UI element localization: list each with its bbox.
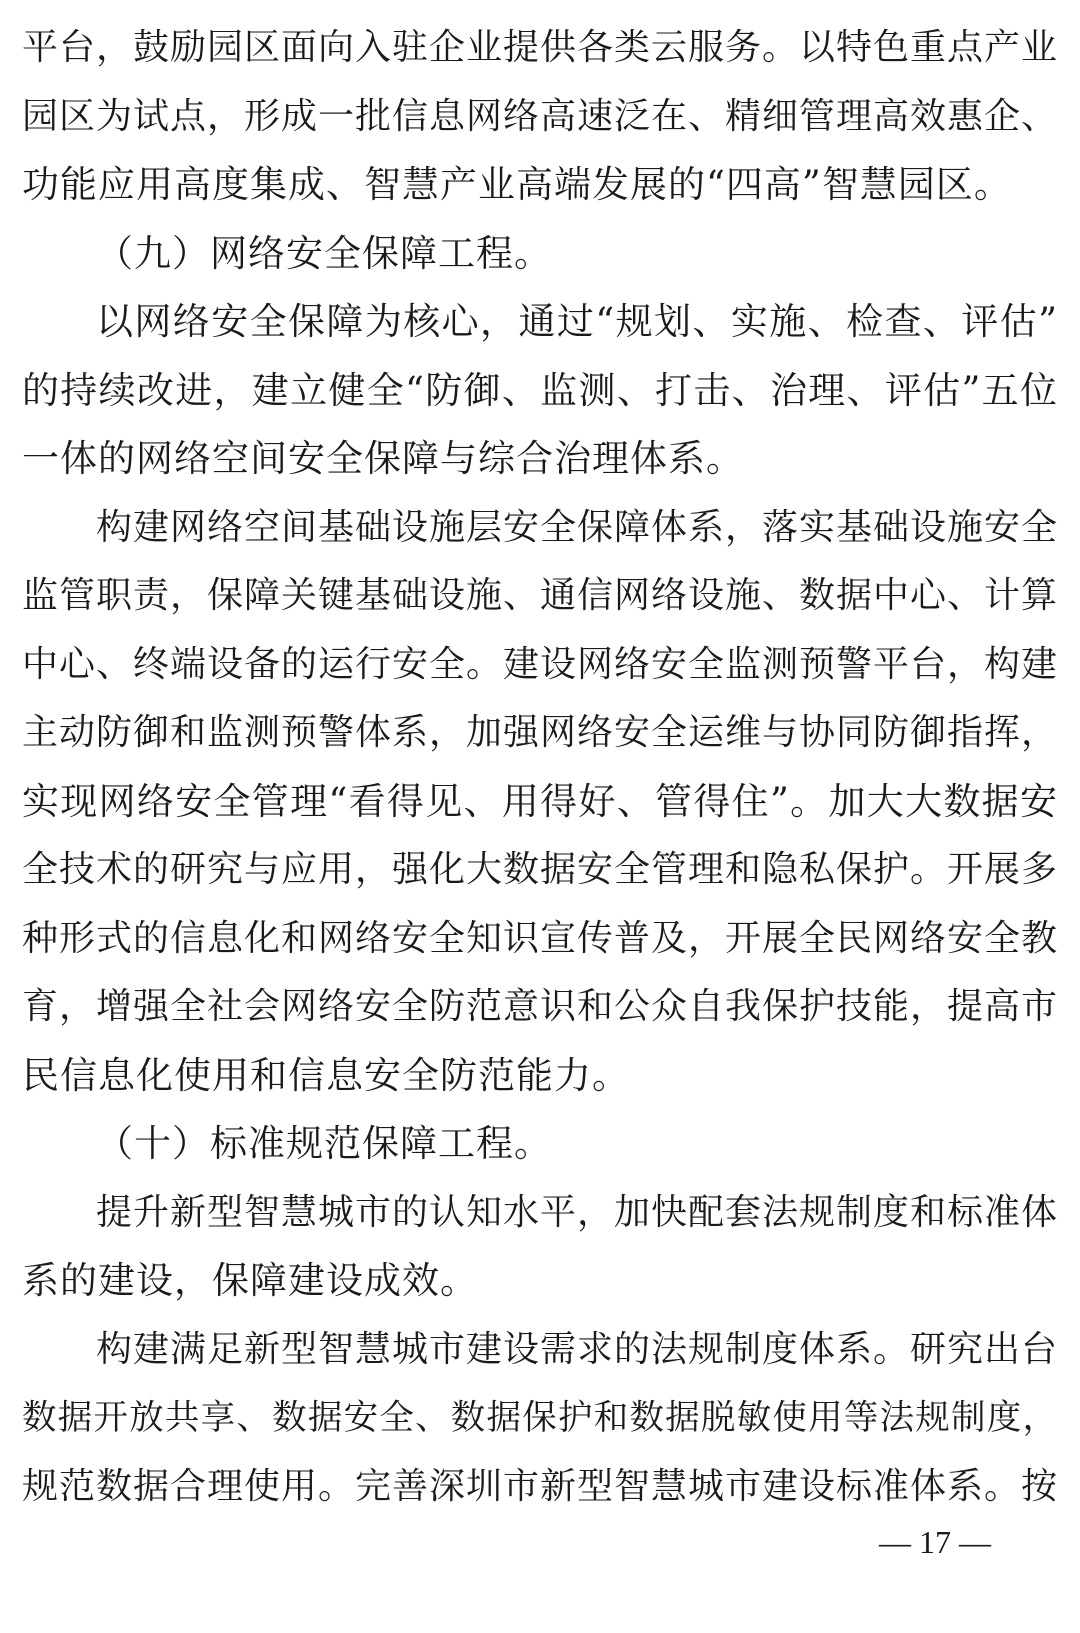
text-line: 一体的网络空间安全保障与综合治理体系。 — [22, 437, 744, 480]
text-line: 全技术的研究与应用，强化大数据安全管理和隐私保护。开展多 — [22, 849, 1059, 890]
text-line: 监管职责，保障关键基础设施、通信网络设施、数据中心、计算 — [22, 575, 1059, 616]
text-line: 提升新型智慧城市的认知水平，加快配套法规制度和标准体 — [96, 1191, 1059, 1233]
section-heading: （九）网络安全保障工程。 — [96, 231, 552, 275]
text-line: 实现网络安全管理“看得见、用得好、管得住”。加大大数据安 — [22, 779, 1058, 823]
text-line: 系的建设，保障建设成效。 — [22, 1259, 478, 1302]
text-line: 功能应用高度集成、智慧产业高端发展的“四高”智慧园区。 — [22, 163, 1012, 206]
text-line: 数据开放共享、数据安全、数据保护和数据脱敏使用等法规制度， — [22, 1398, 1058, 1438]
body-text — [22, 14, 1058, 1521]
text-line: 平台，鼓励园区面向入驻企业提供各类云服务。以特色重点产业 — [22, 27, 1059, 68]
text-line: 的持续改进，建立健全“防御、监测、打击、治理、评估”五位 — [22, 368, 1058, 412]
text-line: 主动防御和监测预警体系，加强网络安全运维与协同防御指挥， — [22, 712, 1059, 753]
text-line: 民信息化使用和信息安全防范能力。 — [22, 1053, 630, 1097]
text-line: 构建网络空间基础设施层安全保障体系，落实基础设施安全 — [96, 506, 1059, 548]
text-line: 规范数据合理使用。完善深圳市新型智慧城市建设标准体系。按 — [22, 1465, 1059, 1507]
text-line: 园区为试点，形成一批信息网络高速泛在、精细管理高效惠企、 — [22, 95, 1059, 137]
text-line: 以网络安全保障为核心，通过“规划、实施、检查、评估” — [96, 300, 1058, 343]
text-line: 育，增强全社会网络安全防范意识和公众自我保护技能，提高市 — [22, 986, 1059, 1027]
page-number: — 17 — — [879, 1524, 991, 1560]
section-heading: （十）标准规范保障工程。 — [96, 1122, 552, 1165]
text-line: 种形式的信息化和网络安全知识宣传普及，开展全民网络安全教 — [22, 917, 1059, 959]
text-line: 中心、终端设备的运行安全。建设网络安全监测预警平台，构建 — [22, 643, 1059, 685]
text-line: 构建满足新型智慧城市建设需求的法规制度体系。研究出台 — [96, 1328, 1059, 1370]
